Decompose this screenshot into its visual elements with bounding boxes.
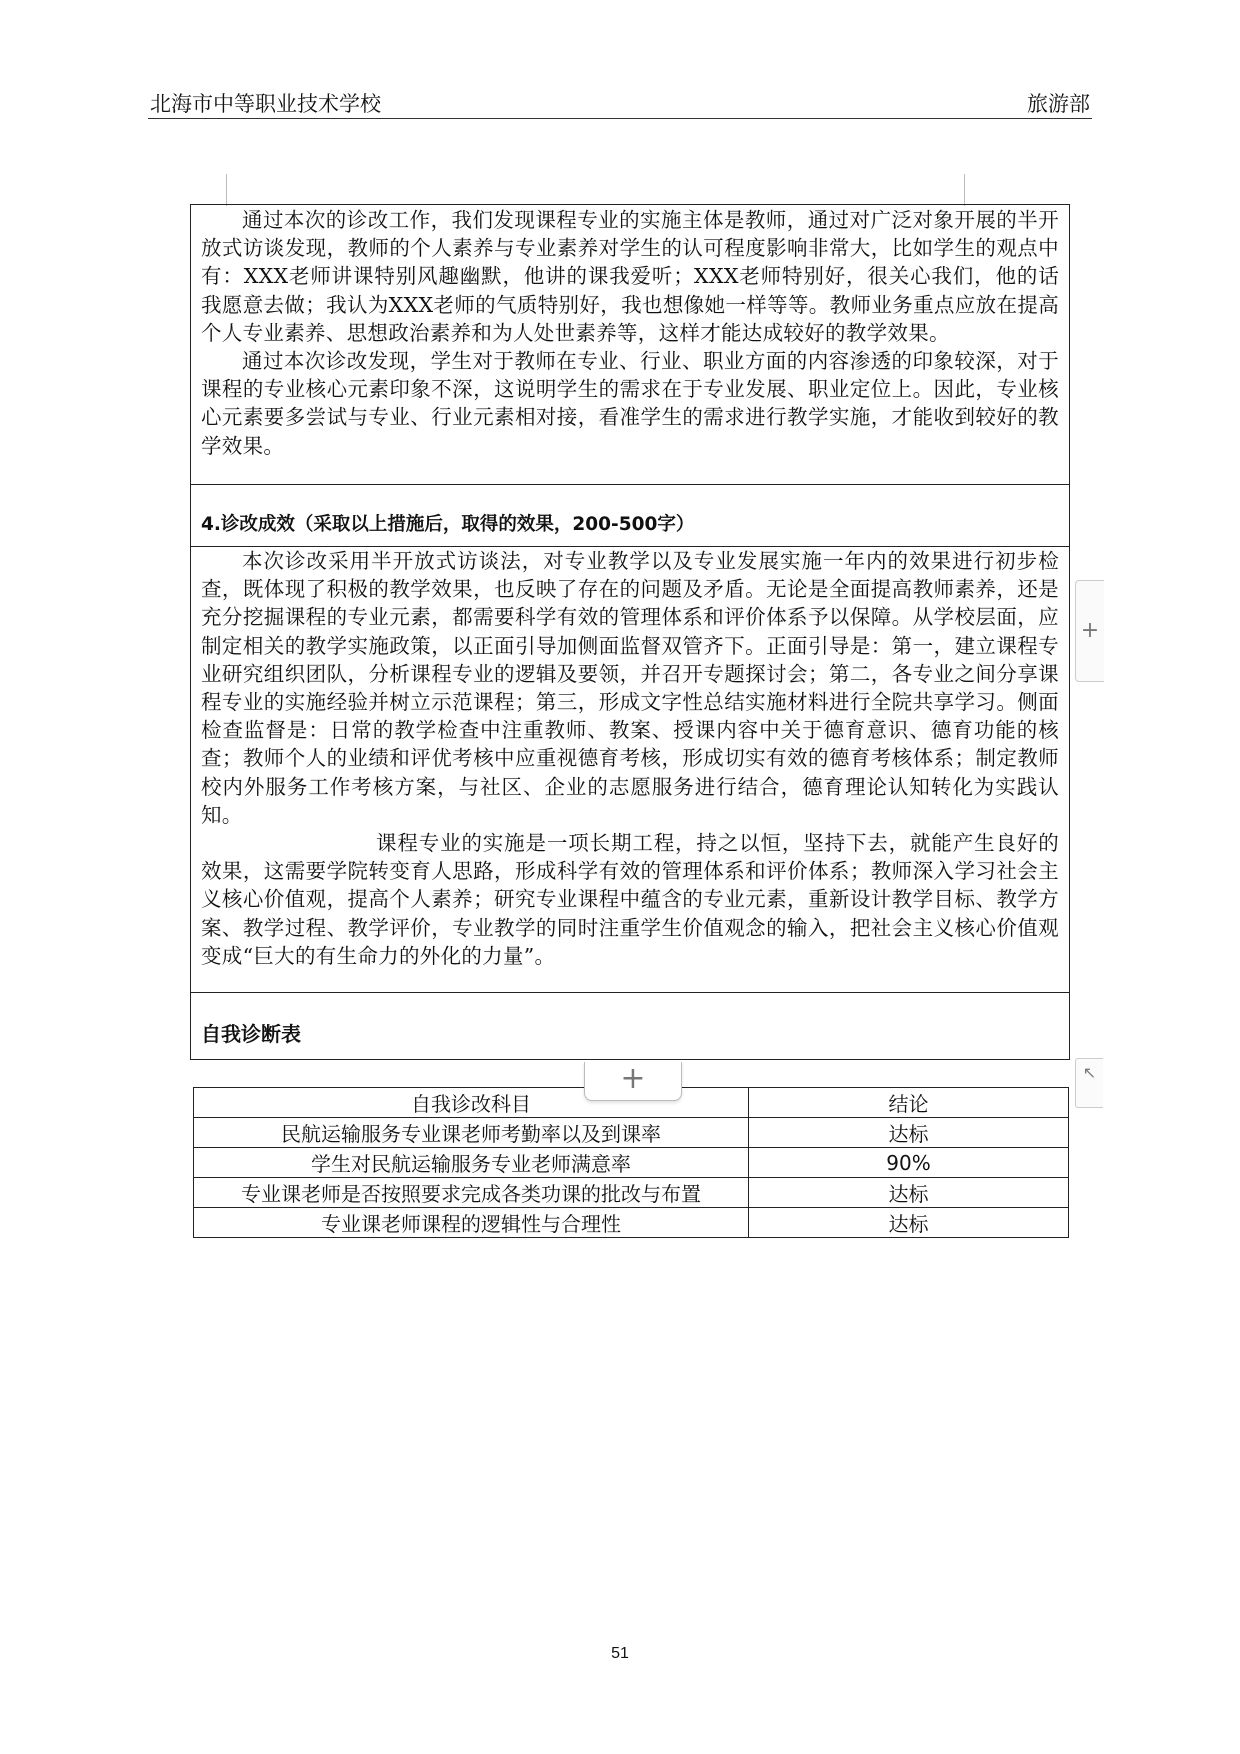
school-name: 北海市中等职业技术学校 (150, 92, 381, 116)
row-subject: 专业课老师是否按照要求完成各类功课的批改与布置 (194, 1178, 749, 1208)
results-paragraph-1: 本次诊改采用半开放式访谈法，对专业教学以及专业发展实施一年内的效果进行初步检查，既体现了积极的教学效果，也反映了存在的问题及矛盾。无论是全面提高教师素养，还是充分挖掘课程的专业元素，都需要科学有效的管理体系和评价体系予以保障。从学校层面，应制定相关的教学实施政策，以正面引导加侧面监督双管齐下。正面引导是：第一，建立课程专业研究组织团队，分析课程专业的逻辑及要领，并召开专题探讨会；第二，各专业之间分享课程专业的实施经验并树立示范课程；第三，形成文字性总结实施材料进行全院共享学习。侧面检查监督是：日常的教学检查中注重教师、教案、授课内容中关于德育意识、德育功能的核查；教师个人的业绩和评优考核中应重视德育考核，形成切实有效的德育考核体系；制定教师校内外服务工作考核方案，与社区、企业的志愿服务进行结合，德育理论认知转化为实践认知。 (201, 549, 1059, 827)
row-subject: 民航运输服务专业课老师考勤率以及到课率 (194, 1118, 749, 1148)
row-conclusion: 达标 (749, 1178, 1069, 1208)
analysis-cell (191, 205, 1069, 484)
crop-mark-left (226, 174, 227, 206)
self-diagnosis-title: 自我诊断表 (201, 1022, 301, 1046)
table-move-handle-icon[interactable]: ↖ (1075, 1058, 1103, 1108)
side-add-tab[interactable]: + (1075, 580, 1104, 682)
analysis-paragraph-2: 通过本次诊改发现，学生对于教师在专业、行业、职业方面的内容渗透的印象较深，对于课程的专业核心元素印象不深，这说明学生的需求在于专业发展、职业定位上。因此，专业核心元素要多尝试与专业、行业元素相对接，看准学生的需求进行教学实施，才能收到较好的教学效果。 (201, 349, 1059, 458)
header-subject: 自我诊改科目 (194, 1088, 749, 1118)
section4-title-cell (191, 484, 1069, 546)
department-name: 旅游部 (1027, 92, 1090, 116)
analysis-paragraph-1: 通过本次的诊改工作，我们发现课程专业的实施主体是教师，通过对广泛对象开展的半开放式访谈发现，教师的个人素养与专业素养对学生的认可程度影响非常大，比如学生的观点中有：XXX老师讲课特别风趣幽默，他讲的课我爱听；XXX老师特别好，很关心我们，他的话我愿意去做；我认为XXX老师的气质特别好，我也想像她一样等等。教师业务重点应放在提高个人专业素养、思想政治素养和为人处世素养等，这样才能达成较好的教学效果。 (201, 208, 1059, 345)
table-row (194, 1148, 1069, 1178)
add-row-button[interactable]: + (584, 1062, 682, 1101)
table-row (194, 1118, 1069, 1148)
self-diagnosis-table (193, 1087, 1069, 1238)
crop-mark-right (964, 174, 965, 206)
section4-title: 4.诊改成效（采取以上措施后，取得的效果，200-500字） (201, 514, 695, 535)
row-conclusion: 90% (749, 1148, 1069, 1178)
self-diagnosis-title-cell (191, 992, 1069, 1060)
row-subject: 专业课老师课程的逻辑性与合理性 (194, 1208, 749, 1238)
table-row (194, 1178, 1069, 1208)
row-subject: 学生对民航运输服务专业老师满意率 (194, 1148, 749, 1178)
header-divider (148, 118, 1092, 119)
section4-content-cell (191, 546, 1069, 992)
page-number: 51 (611, 1645, 629, 1662)
results-paragraph-2: 课程专业的实施是一项长期工程，持之以恒，坚持下去，就能产生良好的效果，这需要学院转变育人思路，形成科学有效的管理体系和评价体系；教师深入学习社会主义核心价值观，提高个人素养；研究专业课程中蕴含的专业元素，重新设计教学目标、教学方案、教学过程、教学评价，专业教学的同时注重学生价值观念的输入，把社会主义核心价值观变成“巨大的有生命力的外化的力量”。 (201, 831, 1059, 968)
row-conclusion: 达标 (749, 1208, 1069, 1238)
diagnosis-form-table (190, 204, 1070, 1060)
row-conclusion: 达标 (749, 1118, 1069, 1148)
header-conclusion: 结论 (749, 1088, 1069, 1118)
table-row (194, 1208, 1069, 1238)
